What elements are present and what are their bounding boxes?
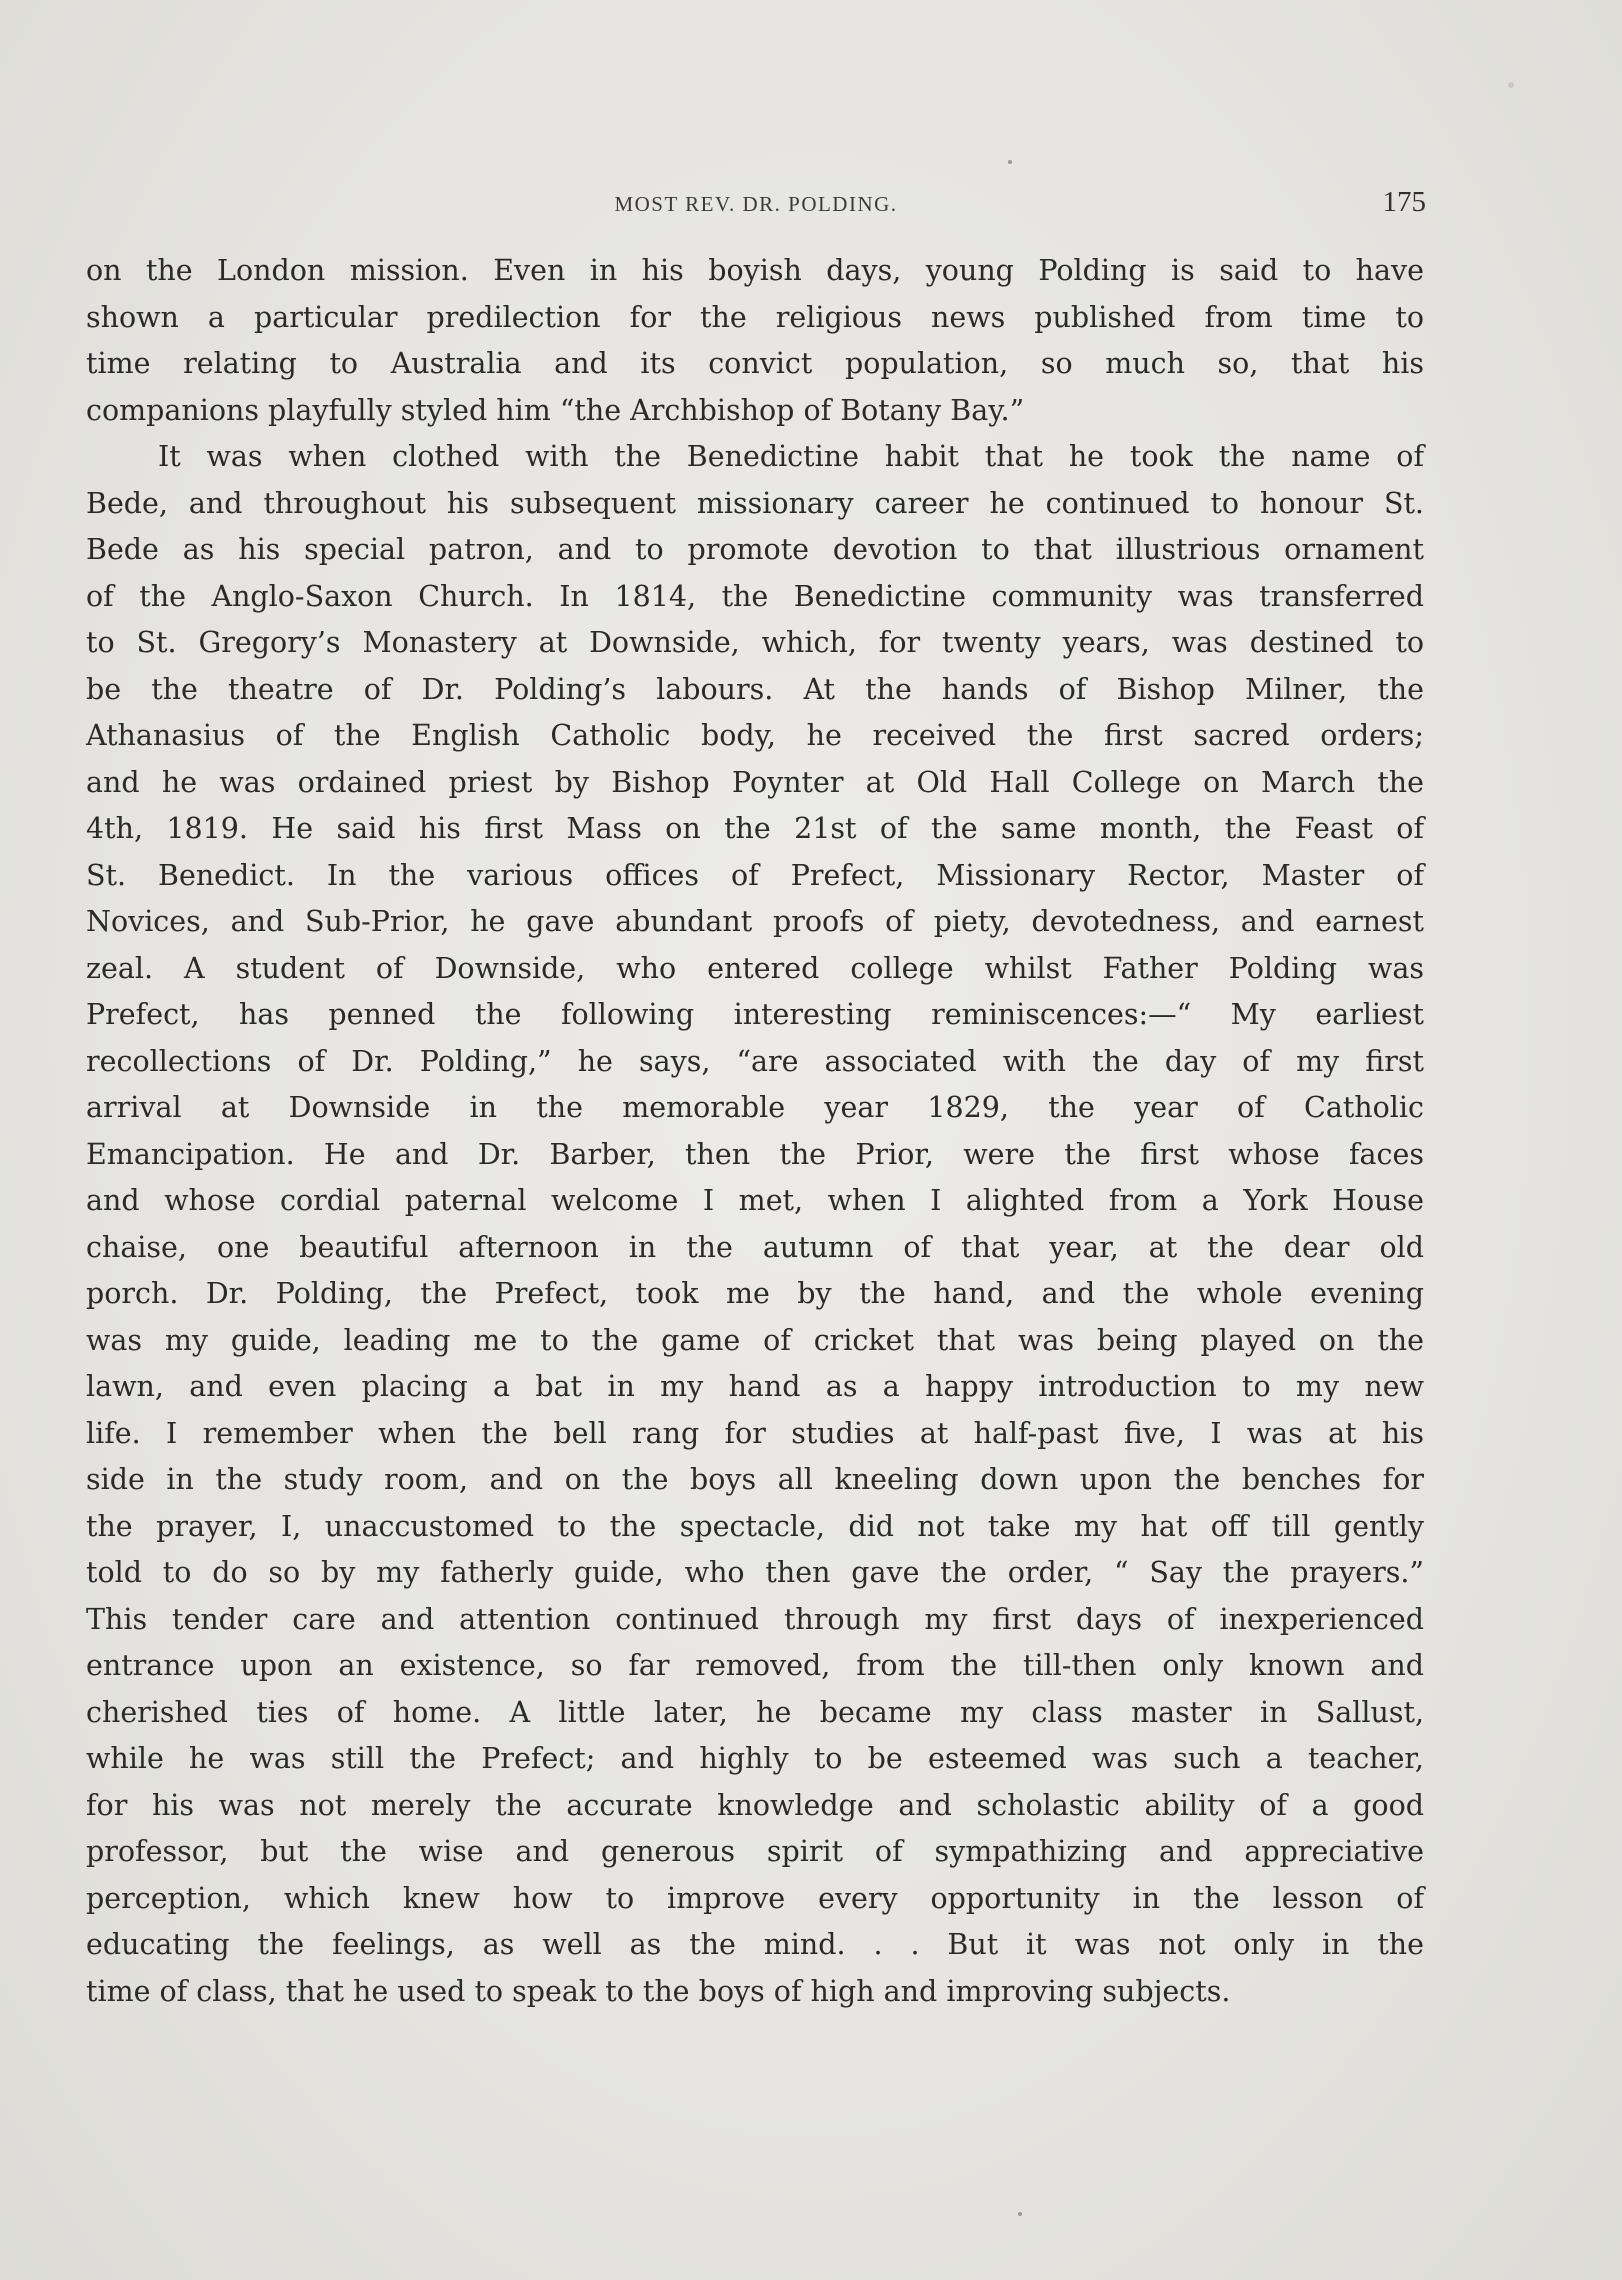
text-line: perception, which knew how to improve every opportunity in the lesson of [86,1881,1424,1915]
page-header [86,186,1426,230]
paper-speck [1508,82,1514,88]
text-line: Athanasius of the English Catholic body, he received the first sacred orders; [86,719,1424,752]
text-line: be the theatre of Dr. Polding’s labours. At the hands of Bishop Milner, the [86,672,1424,706]
text-line: while he was still the Prefect; and highly to be esteemed was such a teacher, [86,1742,1424,1775]
text-line: and he was ordained priest by Bishop Poynter at Old Hall College on March the [86,765,1424,799]
running-head: MOST REV. DR. POLDING. [614,192,898,216]
paragraph [86,434,1424,2015]
text-line: and whose cordial paternal welcome I met, when I alighted from a York House [86,1184,1424,1217]
text-line: lawn, and even placing a bat in my hand as a happy introduction to my new [86,1370,1424,1403]
text-line: porch. Dr. Polding, the Prefect, took me by the hand, and the whole evening [86,1277,1424,1310]
text-line: side in the study room, and on the boys all kneeling down upon the benches for [86,1463,1424,1496]
text-line: Bede as his special patron, and to promote devotion to that illustrious ornament [86,533,1424,566]
text-line: chaise, one beautiful afternoon in the autumn of that year, at the dear old [86,1230,1424,1264]
text-line: Emancipation. He and Dr. Barber, then the Prior, were the first whose faces [86,1137,1424,1171]
text-line: shown a particular predilection for the religious news published from time to [86,300,1424,334]
text-line: Bede, and throughout his subsequent missionary career he continued to honour St. [86,486,1424,520]
text-line: zeal. A student of Downside, who entered college whilst Father Polding was [86,951,1424,985]
text-line: St. Benedict. In the various offices of Prefect, Missionary Rector, Master of [86,858,1424,892]
paragraph [86,248,1424,434]
paper-speck [1008,160,1012,164]
text-line: the prayer, I, unaccustomed to the spectacle, did not take my hat off till gently [86,1509,1424,1543]
text-line: 4th, 1819. He said his first Mass on the 21st of the same month, the Feast of [86,812,1424,845]
text-line: Prefect, has penned the following interesting reminiscences:—“ My earliest [86,998,1424,1031]
text-line: companions playfully styled him “the Archbishop of Botany Bay.” [86,393,1025,427]
paragraph-container [86,248,1424,2015]
text-line: of the Anglo-Saxon Church. In 1814, the Benedictine community was transferred [86,579,1424,613]
text-line: on the London mission. Even in his boyish days, young Polding is said to have [86,254,1424,287]
text-line: for his was not merely the accurate knowledge and scholastic ability of a good [86,1788,1424,1822]
text-line: time relating to Australia and its convict population, so much so, that his [86,347,1424,380]
text-line: This tender care and attention continued through my first days of inexperienced [86,1602,1424,1636]
text-line: It was when clothed with the Benedictine habit that he took the name of [158,440,1424,473]
body-text [86,248,1424,2015]
text-line: professor, but the wise and generous spirit of sympathizing and appreciative [86,1835,1424,1868]
text-line: recollections of Dr. Polding,” he says, “are associated with the day of my first [86,1044,1424,1078]
text-line: cherished ties of home. A little later, he became my class master in Sallust, [86,1695,1424,1729]
text-line: time of class, that he used to speak to the boys of high and improving subjects. [86,1974,1231,2008]
text-line: educating the feelings, as well as the mind. . . But it was not only in the [86,1928,1424,1961]
text-line: Novices, and Sub-Prior, he gave abundant proofs of piety, devotedness, and earnest [86,905,1424,938]
page-number: 175 [1382,186,1426,218]
text-line: entrance upon an existence, so far removed, from the till-then only known and [86,1649,1424,1682]
text-line: was my guide, leading me to the game of cricket that was being played on the [86,1323,1424,1357]
text-line: to St. Gregory’s Monastery at Downside, which, for twenty years, was destined to [86,626,1424,659]
paper-speck [1018,2212,1022,2216]
text-line: told to do so by my fatherly guide, who then gave the order, “ Say the prayers.” [86,1556,1424,1589]
text-line: life. I remember when the bell rang for studies at half-past five, I was at his [86,1416,1424,1450]
text-line: arrival at Downside in the memorable year 1829, the year of Catholic [86,1091,1424,1124]
